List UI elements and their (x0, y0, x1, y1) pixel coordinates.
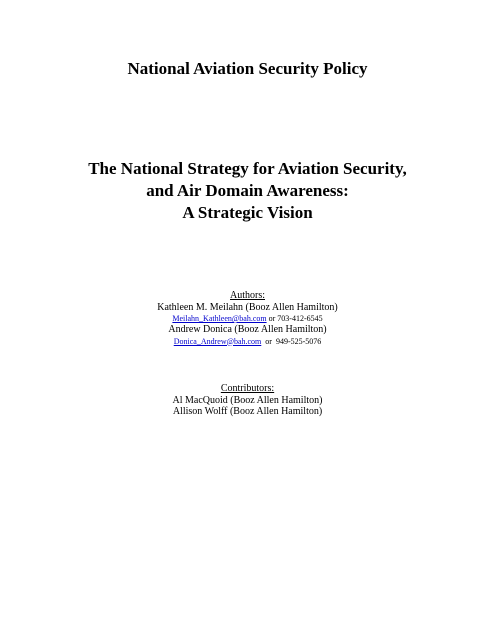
author-contact-1 (0, 313, 495, 324)
author-contact-2 (0, 336, 495, 347)
contributors-heading: Contributors: (220, 383, 275, 394)
contributor-name-1: Al MacQuoid (Booz Allen Hamilton) (172, 394, 323, 406)
author-email-link-1[interactable]: Meilahn_Kathleen@bah.com (172, 314, 267, 323)
authors-heading: Authors: (230, 290, 265, 301)
subtitle-line-3: A Strategic Vision (182, 203, 313, 222)
contributor-name-2: Allison Wolff (Booz Allen Hamilton) (172, 406, 323, 417)
subtitle-line-1: The National Strategy for Aviation Security, (88, 159, 407, 178)
document-subtitle (0, 158, 495, 224)
author-email-link-2[interactable]: Donica_Andrew@bah.com (173, 336, 262, 346)
author-name-1: Kathleen M. Meilahn (Booz Allen Hamilton) (157, 301, 338, 313)
subtitle-line-2: and Air Domain Awareness: (146, 181, 349, 200)
author-name-2: Andrew Donica (Booz Allen Hamilton) (168, 324, 327, 335)
contributors-section (0, 383, 495, 418)
author-contact-separator-2: or (261, 336, 276, 346)
author-phone-1: 703-412-6545 (277, 314, 323, 323)
authors-section (0, 290, 495, 347)
document-title: National Aviation Security Policy (127, 59, 368, 78)
author-phone-2: 949-525-5076 (275, 336, 322, 346)
author-contact-separator-1: or (266, 314, 278, 323)
